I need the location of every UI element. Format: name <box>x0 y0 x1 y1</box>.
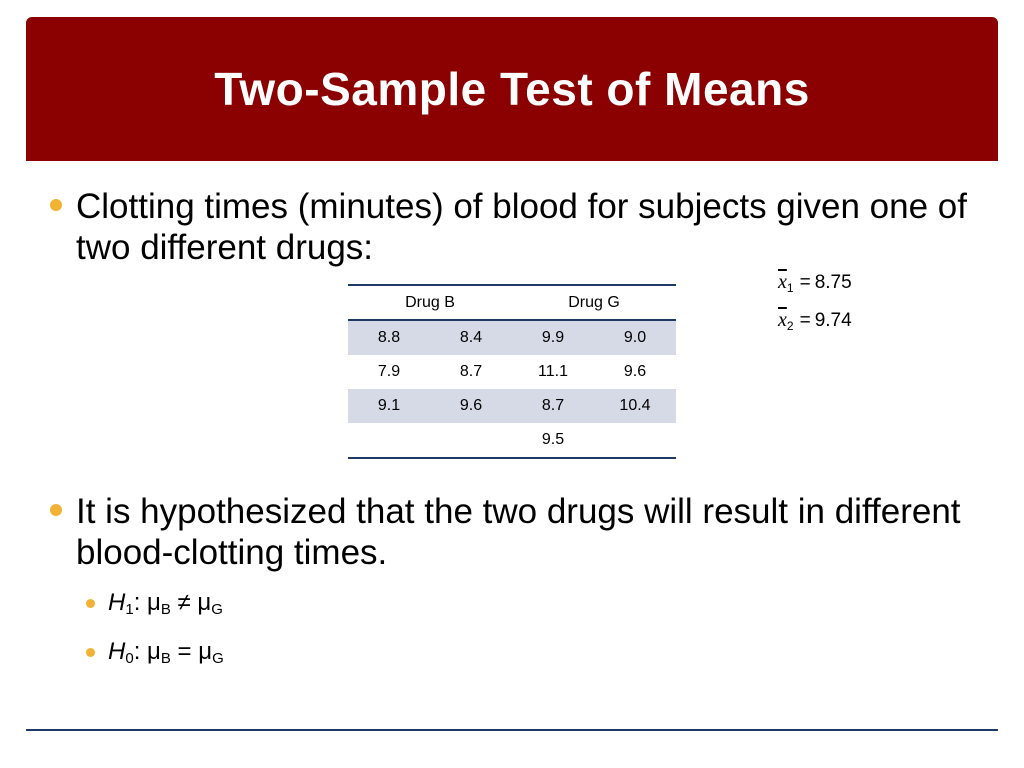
bullet-dot-icon <box>50 504 62 516</box>
slide-title: Two-Sample Test of Means <box>214 63 810 115</box>
table-cell: 7.9 <box>377 363 401 380</box>
bullet-dot-icon <box>86 648 95 657</box>
bullet-text: Clotting times (minutes) of blood for subjects given one of two different drugs: <box>76 187 967 267</box>
table-cell: 10.4 <box>594 389 676 423</box>
clotting-times-table <box>348 284 676 459</box>
table-cell: 9.0 <box>594 320 676 355</box>
table-cell: 11.1 <box>538 363 568 380</box>
table-cell: 8.8 <box>348 320 430 355</box>
mean-x2 <box>778 301 852 339</box>
footer-divider <box>26 729 998 731</box>
table-cell: 8.4 <box>430 320 512 355</box>
table-row <box>348 389 676 423</box>
bullet-text: It is hypothesized that the two drugs will result in different blood-clotting times. <box>76 492 961 572</box>
mu-subscript-b: B <box>160 650 171 667</box>
mu-symbol: μ <box>197 589 212 616</box>
mean-value: 9.74 <box>814 310 852 331</box>
table-cell <box>594 423 676 458</box>
hypothesis-symbol: H <box>108 638 126 665</box>
operator: = <box>177 638 192 665</box>
table-header-drug-g: Drug G <box>512 285 676 320</box>
mean-x1 <box>778 263 852 301</box>
mu-subscript-g: G <box>211 601 223 618</box>
table-row <box>348 320 676 355</box>
sample-means <box>778 263 852 339</box>
bullet-dot-icon <box>86 599 95 608</box>
table-row <box>348 423 676 458</box>
mu-symbol: μ <box>198 638 213 665</box>
mean-value: 8.75 <box>814 272 852 293</box>
xbar-subscript: 1 <box>786 281 794 295</box>
table-cell: 8.7 <box>512 389 594 423</box>
mu-subscript-b: B <box>160 601 171 618</box>
table-row <box>348 355 676 389</box>
table-cell: 9.6 <box>430 389 512 423</box>
hypothesis-alternative <box>108 589 223 624</box>
table-cell: 9.6 <box>623 363 647 380</box>
colon: : <box>133 589 141 616</box>
hypothesis-null <box>108 638 224 673</box>
colon: : <box>133 638 141 665</box>
table-cell: 9.9 <box>512 320 594 355</box>
mu-symbol: μ <box>147 589 161 616</box>
table-cell: 9.5 <box>541 431 565 448</box>
equals-sign: = <box>799 272 811 293</box>
table-header-drug-b: Drug B <box>348 285 512 320</box>
mu-symbol: μ <box>147 638 161 665</box>
bullet-item <box>76 186 986 268</box>
table-cell: 9.1 <box>348 389 430 423</box>
table-cell: 8.7 <box>459 363 483 380</box>
mu-subscript-g: G <box>212 650 224 667</box>
xbar-symbol: $\overline{x}$ <box>778 309 787 331</box>
bullet-item <box>76 491 986 573</box>
table-cell <box>348 423 430 458</box>
operator: ≠ <box>177 589 191 616</box>
bullet-dot-icon <box>50 199 62 211</box>
xbar-subscript: 2 <box>786 319 794 333</box>
hypothesis-subscript: 0 <box>125 650 134 667</box>
equals-sign: = <box>799 310 811 331</box>
table-cell <box>430 423 512 458</box>
title-bar <box>26 17 998 161</box>
hypothesis-subscript: 1 <box>125 601 134 618</box>
hypothesis-symbol: H <box>108 589 126 616</box>
xbar-symbol: $\overline{x}$ <box>778 271 787 293</box>
table-header-row <box>348 285 676 320</box>
